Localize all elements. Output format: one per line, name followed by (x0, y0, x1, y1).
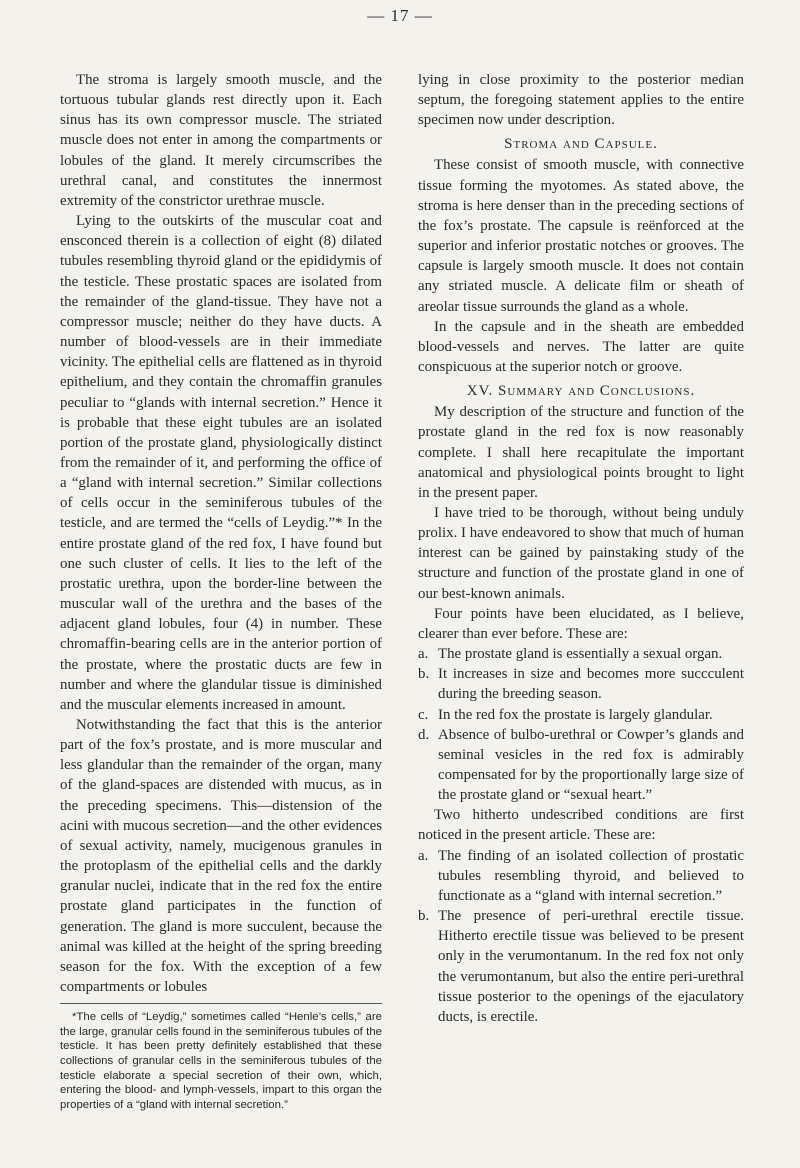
list-item-text: In the red fox the prostate is largely glandular. (438, 706, 713, 723)
paragraph: These consist of smooth muscle, with connective tissue forming the myotomes. As stated above, the stroma is here denser than in the preceding sections of the fox’s prostate. The capsule is reënforced at the superior and inferior prostatic notches or grooves. The capsule is largely smooth muscle. It does not contain any striated muscle. A delicate film or sheath of areolar tissue surrounds the gland as a whole. (418, 157, 744, 315)
list-item (418, 664, 744, 704)
list-marker: c. (418, 706, 429, 723)
list-item-text: The prostate gland is essentially a sexual organ. (438, 646, 723, 663)
conditions-list (418, 846, 744, 1027)
list-item-text: Absence of bulbo-urethral or Cowper’s glands and seminal vesicles in the red fox is admirably compensated for by the proportionally large size of the prostate gland or “sexual heart.” (438, 726, 744, 804)
list-item (418, 725, 744, 806)
list-marker: b. (418, 908, 430, 925)
section-heading-summary: XV. Summary and Conclusions. (466, 383, 696, 400)
list-item (418, 846, 744, 906)
paragraph: Lying to the outskirts of the muscular coat and ensconced therein is a collection of eight (8) dilated tubules resembling thyroid gland or the epididymis of the testicle. These prostatic spaces are isolated from the remainder of the gland-tissue. They have not a compressor muscle; neither do they have ducts. A number of blood-vessels are in their immediate vicinity. The epithelial cells are flattened as in thyroid epithelium, and they contain the chromaffin granules peculiar to “glands with internal secretion.” Hence it is probable that these eight tubules are an isolated portion of the prostate gland, physiologically distinct from the remainder of it, and performing the office of a “gland with internal secretion.” Similar collections of cells occur in the seminiferous tubules of the testicle, and are termed the “cells of Leydig.”* In the entire prostate gland of the red fox, I have found but one such cluster of cells. It lies to the left of the prostatic urethra, upon the border-line between the muscular wall of the urethra and the bases of the adjacent gland lobules, four (4) in number. These chromaffin-bearing cells are in the anterior portion of the prostate, where the prostatic ducts are few in number and where the glandular tissue is diminished and the muscular elements increased in amount. (60, 213, 382, 713)
points-list (418, 644, 744, 805)
list-item-text: The finding of an isolated collection of prostatic tubules resembling thyroid, and believed to functionate as a “gland with internal secretion.” (438, 847, 744, 904)
list-marker: a. (418, 646, 429, 663)
list-item-text: The presence of peri-urethral erectile tissue. Hitherto erectile tissue was believed to be present only in the verumontanum. In the red fox not only the verumontanum, but also the entire peri-urethral tissue posterior to the openings of the ejaculatory ducts, is erectile. (438, 908, 744, 1025)
paragraph: I have tried to be thorough, without being unduly prolix. I have endeavored to show that much of human interest can be gained by painstaking study of the structure and function of the prostate gland in one of our best-known animals. (418, 504, 744, 602)
footnote-text: *The cells of “Leydig,” sometimes called “Henle’s cells,” are the large, granular cells found in the seminiferous tubules of the testicle. It has been pretty definitely established that these collections of granular cells in the seminiferous tubules of the testicle elaborate a special secretion of their own, which, entering the blood- and lymph-vessels, impart to this organ the properties of a “gland with internal secretion.” (60, 1011, 382, 1111)
list-item-text: It increases in size and becomes more succculent during the breeding season. (438, 666, 744, 703)
list-item (418, 705, 744, 725)
list-marker: a. (418, 847, 429, 864)
right-column (418, 70, 744, 1027)
list-item (418, 644, 744, 664)
paragraph: Two hitherto undescribed conditions are first noticed in the present article. These are: (418, 807, 744, 844)
paragraph: Four points have been elucidated, as I believe, clearer than ever before. These are: (418, 605, 744, 642)
paragraph: lying in close proximity to the posterior median septum, the foregoing statement applies to the entire specimen now under description. (418, 72, 744, 129)
footnote (60, 1003, 382, 1112)
section-heading-stroma: Stroma and Capsule. (504, 136, 658, 153)
page-number: — 17 — (367, 6, 433, 25)
list-item (418, 906, 744, 1027)
list-marker: d. (418, 726, 430, 743)
paragraph: Notwithstanding the fact that this is the anterior part of the fox’s prostate, and is more muscular and less glandular than the remainder of the organ, many of the gland-spaces are distended with mucus, as in the preceding specimens. This—distension of the acini with mucous secretion—and the other evidences of sexual activity, namely, mucigenous granules in the protoplasm of the epithelial cells and the darkly granular nuclei, indicate that in the red fox the entire prostate gland participates in the function of generation. The gland is more succulent, because the animal was killed at the height of the spring breeding season for the fox. With the exception of a few compartments or lobules (60, 717, 382, 996)
paragraph: The stroma is largely smooth muscle, and the tortuous tubular glands rest directly upon it. Each sinus has its own compressor muscle. The striated muscle does not enter in among the compartments or lobules of the gland. It merely circumscribes the urethral canal, and constitutes the innermost extremity of the constrictor urethrae muscle. (60, 72, 382, 209)
paragraph: My description of the structure and function of the prostate gland in the red fox is now reasonably complete. I shall here recapitulate the important anatomical and physiological points brought to light in the present paper. (418, 404, 744, 501)
list-marker: b. (418, 666, 430, 683)
paragraph: In the capsule and in the sheath are embedded blood-vessels and nerves. The latter are quite conspicuous at the superior notch or groove. (418, 318, 744, 376)
left-column (60, 70, 382, 1112)
